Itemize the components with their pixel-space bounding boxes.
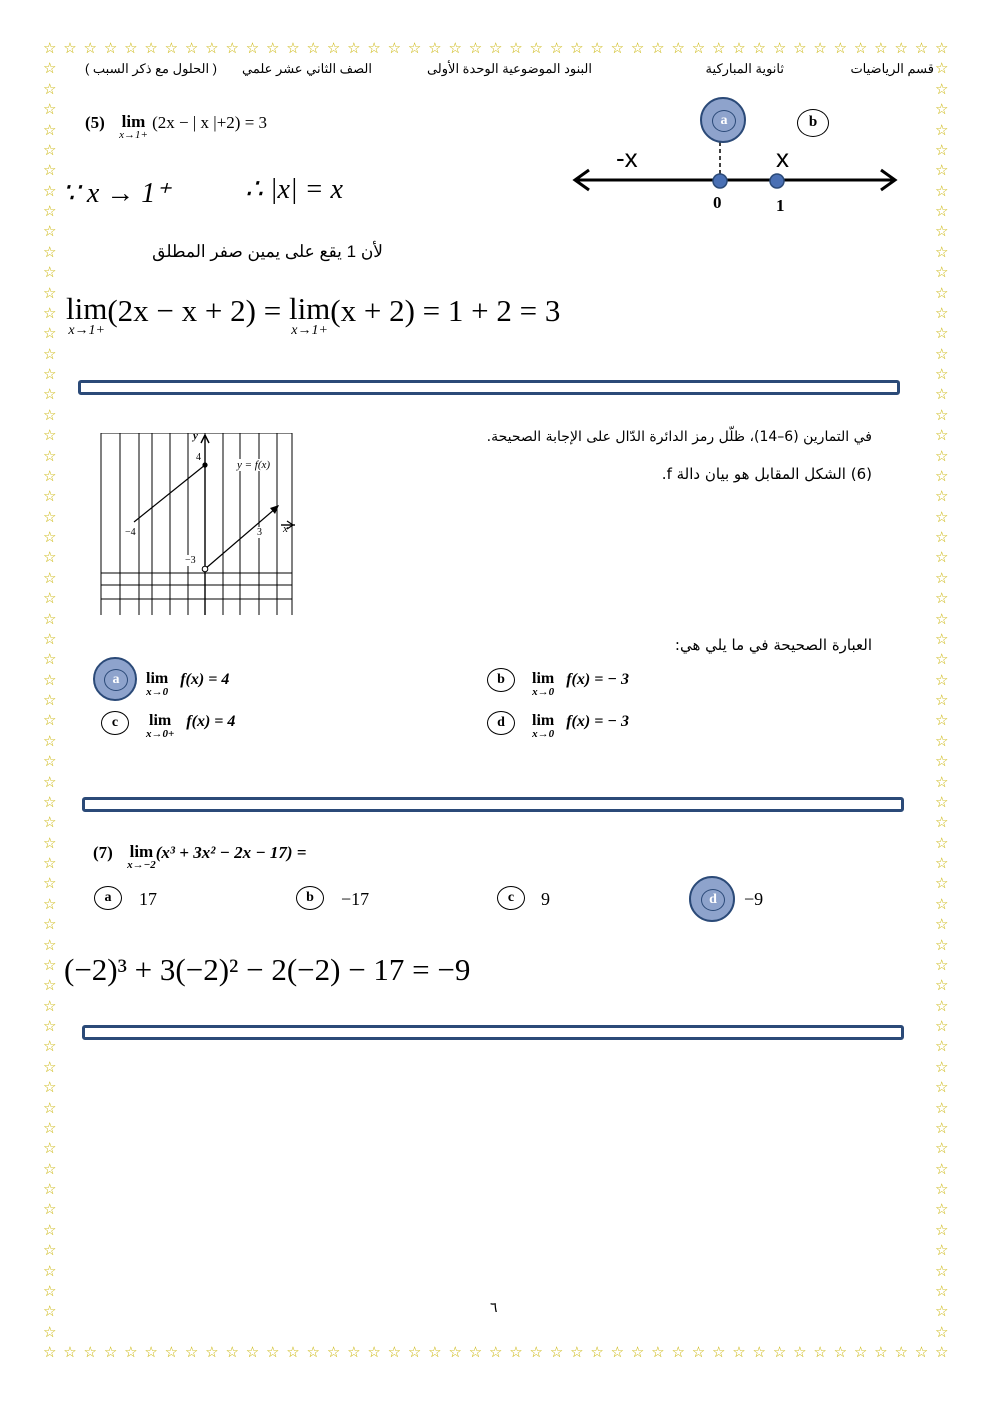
- star-icon: ☆: [914, 1343, 929, 1361]
- star-icon: ☆: [935, 222, 949, 241]
- star-icon: ☆: [43, 405, 57, 424]
- star-icon: ☆: [590, 39, 604, 57]
- star-icon: ☆: [935, 263, 949, 282]
- star-icon: ☆: [651, 1343, 665, 1361]
- graph-closed-point: [202, 462, 207, 467]
- star-icon: ☆: [935, 1017, 949, 1035]
- star-icon: ☆: [43, 1057, 57, 1076]
- star-icon: ☆: [43, 1037, 57, 1056]
- star-icon: ☆: [43, 996, 57, 1015]
- graph-tick-4: 4: [196, 452, 201, 463]
- star-icon: ☆: [43, 955, 57, 974]
- star-icon: ☆: [529, 39, 543, 57]
- star-icon: ☆: [43, 1118, 57, 1137]
- star-icon: ☆: [103, 1343, 118, 1361]
- star-icon: ☆: [570, 1343, 584, 1361]
- header-school: ثانوية المباركية: [705, 61, 784, 76]
- star-icon: ☆: [935, 915, 949, 934]
- q6-option-d-value: f(x) = − 3: [566, 713, 630, 730]
- star-icon: ☆: [935, 385, 949, 404]
- star-icon: ☆: [853, 1343, 868, 1361]
- star-icon: ☆: [286, 39, 300, 57]
- star-icon: ☆: [935, 894, 949, 913]
- star-icon: ☆: [874, 1343, 888, 1361]
- star-icon: ☆: [935, 283, 949, 302]
- star-icon: ☆: [124, 1343, 138, 1361]
- point-one: [770, 174, 784, 188]
- star-icon: ☆: [935, 1139, 949, 1158]
- star-icon: ☆: [853, 39, 868, 57]
- star-icon: ☆: [43, 1322, 57, 1341]
- point-zero: [713, 174, 727, 188]
- star-icon: ☆: [509, 39, 523, 57]
- star-icon: ☆: [367, 39, 381, 57]
- star-icon: ☆: [43, 731, 57, 750]
- star-icon: ☆: [935, 1180, 949, 1198]
- star-icon: ☆: [43, 1302, 57, 1321]
- star-icon: ☆: [772, 1343, 787, 1361]
- star-icon: ☆: [935, 161, 949, 180]
- star-icon: ☆: [43, 609, 57, 628]
- neg-x-label: -x: [616, 143, 638, 173]
- star-icon: ☆: [63, 1343, 77, 1361]
- star-icon: ☆: [935, 140, 949, 159]
- star-icon: ☆: [103, 39, 118, 57]
- graph-x-label: x: [283, 523, 288, 535]
- star-icon: ☆: [549, 39, 564, 57]
- star-icon: ☆: [935, 955, 949, 974]
- star-icon: ☆: [286, 1343, 300, 1361]
- star-icon: ☆: [225, 39, 239, 57]
- star-icon: ☆: [935, 1343, 949, 1361]
- q6-option-b[interactable]: b: [487, 668, 515, 692]
- star-icon: ☆: [205, 1343, 219, 1361]
- star-icon: ☆: [387, 1343, 402, 1361]
- star-icon: ☆: [935, 1261, 949, 1280]
- star-icon: ☆: [935, 1302, 949, 1321]
- star-icon: ☆: [43, 202, 57, 220]
- separator-1: [78, 380, 900, 395]
- q5-option-a-selected[interactable]: [700, 97, 746, 143]
- q5-sol-mid: (x + 2) = 1 + 2 = 3: [330, 293, 561, 328]
- star-icon: ☆: [935, 1159, 949, 1178]
- star-icon: ☆: [712, 39, 726, 57]
- x-label: x: [776, 143, 789, 173]
- star-icon: ☆: [43, 263, 57, 282]
- star-icon: ☆: [43, 365, 57, 383]
- q7-option-d-selected[interactable]: [689, 876, 735, 922]
- star-icon: ☆: [935, 874, 949, 893]
- star-icon: ☆: [935, 181, 949, 200]
- star-icon: ☆: [935, 976, 949, 995]
- star-icon: ☆: [935, 792, 949, 811]
- q7-lim-sub: x→−2: [127, 859, 156, 871]
- star-icon: ☆: [43, 100, 57, 119]
- q6-prompt: العبارة الصحيحة في ما يلي هي:: [674, 636, 872, 654]
- star-icon: ☆: [43, 1139, 57, 1158]
- star-icon: ☆: [610, 39, 625, 57]
- star-icon: ☆: [306, 39, 320, 57]
- star-icon: ☆: [43, 691, 57, 709]
- q6-option-c-value: f(x) = 4: [186, 713, 236, 730]
- q6-option-b-sub: x→0: [532, 686, 555, 698]
- star-icon: ☆: [732, 1343, 746, 1361]
- star-icon: ☆: [43, 59, 57, 78]
- star-icon: ☆: [387, 39, 402, 57]
- graph-tick-3: 3: [257, 527, 262, 538]
- star-icon: ☆: [935, 446, 949, 465]
- star-icon: ☆: [935, 854, 949, 872]
- q5-lim: lim: [121, 112, 146, 131]
- star-icon: ☆: [630, 39, 645, 57]
- star-icon: ☆: [184, 1343, 199, 1361]
- q6-option-a-value: f(x) = 4: [180, 671, 230, 688]
- star-icon: ☆: [935, 629, 949, 648]
- graph-y-label: y: [193, 430, 198, 442]
- star-icon: ☆: [935, 1118, 949, 1137]
- star-icon: ☆: [935, 1241, 949, 1260]
- star-icon: ☆: [43, 303, 57, 322]
- star-icon: ☆: [43, 629, 57, 648]
- q5-sol-sub2: x→1+: [291, 323, 328, 338]
- star-icon: ☆: [43, 1159, 57, 1178]
- star-icon: ☆: [428, 39, 442, 57]
- star-icon: ☆: [935, 1200, 949, 1219]
- star-icon: ☆: [448, 39, 462, 57]
- star-icon: ☆: [43, 1078, 57, 1097]
- star-icon: ☆: [144, 1343, 158, 1361]
- star-icon: ☆: [935, 1322, 949, 1341]
- star-icon: ☆: [935, 711, 949, 730]
- star-icon: ☆: [347, 39, 361, 57]
- star-icon: ☆: [43, 874, 57, 893]
- star-icon: ☆: [935, 589, 949, 608]
- star-icon: ☆: [894, 39, 908, 57]
- star-icon: ☆: [935, 548, 949, 567]
- star-icon: ☆: [63, 39, 77, 57]
- star-icon: ☆: [752, 1343, 766, 1361]
- star-icon: ☆: [935, 609, 949, 628]
- star-icon: ☆: [43, 792, 57, 811]
- star-icon: ☆: [326, 1343, 341, 1361]
- star-icon: ☆: [43, 976, 57, 995]
- q5-number: (5): [85, 113, 105, 132]
- star-icon: ☆: [266, 1343, 280, 1361]
- star-icon: ☆: [935, 487, 949, 506]
- header-grade: الصف الثاني عشر علمي: [242, 61, 372, 76]
- star-icon: ☆: [935, 1220, 949, 1239]
- star-icon: ☆: [935, 772, 949, 791]
- star-icon: ☆: [407, 39, 422, 57]
- star-icon: ☆: [428, 1343, 442, 1361]
- star-icon: ☆: [935, 405, 949, 424]
- star-icon: ☆: [43, 772, 57, 791]
- q6-option-c-text: lim x→0+ f(x) = 4: [146, 712, 236, 740]
- q6-option-c-sub: x→0+: [146, 728, 175, 740]
- q5-sol-sub1: x→1+: [68, 323, 105, 338]
- star-icon: ☆: [43, 1098, 57, 1117]
- q6-option-b-text: lim x→0 f(x) = − 3: [532, 670, 630, 698]
- star-icon: ☆: [43, 589, 57, 608]
- star-icon: ☆: [43, 283, 57, 302]
- star-icon: ☆: [43, 752, 57, 771]
- q6-option-a-text: lim x→0 f(x) = 4: [146, 670, 230, 698]
- star-icon: ☆: [448, 1343, 462, 1361]
- q6-option-d-sub: x→0: [532, 728, 555, 740]
- q7-number: (7): [93, 843, 113, 862]
- star-icon: ☆: [935, 996, 949, 1015]
- star-icon: ☆: [935, 670, 949, 689]
- star-icon: ☆: [43, 854, 57, 872]
- star-icon: ☆: [935, 528, 949, 546]
- star-icon: ☆: [935, 344, 949, 363]
- star-icon: ☆: [935, 59, 949, 78]
- star-icon: ☆: [935, 1037, 949, 1056]
- star-icon: ☆: [813, 39, 827, 57]
- star-icon: ☆: [935, 507, 949, 526]
- q5-option-a-letter: a: [712, 110, 736, 132]
- q5-since: ∵ x → 1⁺: [62, 178, 171, 209]
- star-icon: ☆: [43, 548, 57, 567]
- star-icon: ☆: [43, 466, 57, 485]
- star-icon: ☆: [935, 1057, 949, 1076]
- star-icon: ☆: [43, 1200, 57, 1219]
- q7-option-a[interactable]: a: [94, 886, 122, 910]
- star-icon: ☆: [935, 1281, 949, 1300]
- star-icon: ☆: [935, 39, 949, 57]
- star-icon: ☆: [43, 1017, 57, 1035]
- star-icon: ☆: [935, 1078, 949, 1097]
- star-icon: ☆: [43, 140, 57, 159]
- star-icon: ☆: [935, 202, 949, 220]
- q5-therefore: ∴ |x| = x: [245, 174, 343, 205]
- star-icon: ☆: [245, 39, 260, 57]
- q6-option-a-selected[interactable]: [93, 657, 137, 701]
- star-icon: ☆: [124, 39, 138, 57]
- star-icon: ☆: [184, 39, 199, 57]
- star-icon: ☆: [833, 1343, 848, 1361]
- star-icon: ☆: [205, 39, 219, 57]
- q5-expr: (2x − | x |+2) = 3: [152, 113, 268, 132]
- star-icon: ☆: [225, 1343, 239, 1361]
- star-icon: ☆: [43, 1241, 57, 1260]
- star-icon: ☆: [43, 711, 57, 730]
- star-icon: ☆: [935, 303, 949, 322]
- star-icon: ☆: [468, 39, 483, 57]
- star-icon: ☆: [43, 242, 57, 261]
- star-icon: ☆: [712, 1343, 726, 1361]
- star-icon: ☆: [43, 813, 57, 832]
- star-icon: ☆: [43, 446, 57, 465]
- q5-solution: lim x→1+ (2x − x + 2) = lim x→1+ (x + 2) = 1 + 2 = 3: [66, 291, 561, 338]
- star-icon: ☆: [43, 650, 57, 669]
- q7-option-c[interactable]: c: [497, 886, 525, 910]
- star-icon: ☆: [43, 1220, 57, 1239]
- star-icon: ☆: [935, 650, 949, 669]
- star-icon: ☆: [793, 1343, 807, 1361]
- q7-option-d-value: −9: [744, 889, 764, 909]
- star-icon: ☆: [43, 670, 57, 689]
- star-icon: ☆: [935, 365, 949, 383]
- star-icon: ☆: [43, 385, 57, 404]
- q6-option-b-value: f(x) = − 3: [566, 671, 630, 688]
- star-icon: ☆: [306, 1343, 320, 1361]
- q5-lim-sub: x→1+: [119, 129, 148, 141]
- q7-option-b[interactable]: b: [296, 886, 324, 910]
- q6-instruction: في التمارين (6–14)، ظلّل رمز الدائرة الدّال على الإجابة الصحيحة.: [486, 429, 872, 445]
- star-icon: ☆: [590, 1343, 604, 1361]
- q7-option-d-letter: d: [701, 889, 725, 911]
- star-icon: ☆: [43, 1281, 57, 1300]
- q5-option-b[interactable]: b: [797, 109, 829, 137]
- star-icon: ☆: [43, 181, 57, 200]
- star-icon: ☆: [43, 426, 57, 445]
- q6-statement: (6) الشكل المقابل هو بيان دالة f.: [661, 465, 872, 483]
- star-icon: ☆: [83, 39, 97, 57]
- star-icon: ☆: [935, 79, 949, 98]
- star-icon: ☆: [43, 39, 57, 57]
- star-icon: ☆: [144, 39, 158, 57]
- separator-3: [82, 1025, 904, 1040]
- separator-2: [82, 797, 904, 812]
- star-icon: ☆: [935, 120, 949, 139]
- star-icon: ☆: [489, 1343, 503, 1361]
- star-icon: ☆: [874, 39, 888, 57]
- star-icon: ☆: [914, 39, 929, 57]
- star-icon: ☆: [813, 1343, 827, 1361]
- star-icon: ☆: [935, 752, 949, 771]
- header-department: قسم الرياضيات: [850, 61, 934, 76]
- star-icon: ☆: [935, 935, 949, 954]
- star-icon: ☆: [691, 39, 706, 57]
- q5-question: [85, 113, 267, 141]
- star-icon: ☆: [935, 691, 949, 709]
- graph-open-point: [202, 566, 208, 572]
- star-icon: ☆: [549, 1343, 564, 1361]
- star-icon: ☆: [43, 915, 57, 934]
- star-icon: ☆: [935, 1098, 949, 1117]
- star-icon: ☆: [245, 1343, 260, 1361]
- star-icon: ☆: [691, 1343, 706, 1361]
- q7-option-b-value: −17: [341, 889, 370, 909]
- q6-option-d-text: lim x→0 f(x) = − 3: [532, 712, 630, 740]
- star-icon: ☆: [43, 344, 57, 363]
- page-number: ٦: [490, 1300, 498, 1316]
- star-icon: ☆: [630, 1343, 645, 1361]
- star-icon: ☆: [164, 1343, 179, 1361]
- star-icon: ☆: [529, 1343, 543, 1361]
- star-icon: ☆: [772, 39, 787, 57]
- q7-option-a-value: 17: [139, 889, 157, 909]
- q6-option-d[interactable]: d: [487, 711, 515, 735]
- star-icon: ☆: [43, 894, 57, 913]
- star-icon: ☆: [367, 1343, 381, 1361]
- star-icon: ☆: [326, 39, 341, 57]
- star-icon: ☆: [935, 426, 949, 445]
- star-icon: ☆: [935, 813, 949, 832]
- star-icon: ☆: [43, 1180, 57, 1198]
- tick-one-label: 1: [776, 196, 785, 215]
- header-note: ( الحلول مع ذكر السبب ): [84, 61, 217, 76]
- graph-tick-neg4: −4: [125, 527, 136, 538]
- q6-option-a-letter: a: [104, 669, 128, 691]
- star-icon: ☆: [347, 1343, 361, 1361]
- q5-reason: لأن 1 يقع على يمين صفر المطلق: [152, 242, 383, 261]
- star-icon: ☆: [935, 100, 949, 119]
- star-icon: ☆: [570, 39, 584, 57]
- q7-lim: lim: [129, 842, 154, 861]
- star-icon: ☆: [732, 39, 746, 57]
- star-icon: ☆: [894, 1343, 908, 1361]
- star-icon: ☆: [43, 1261, 57, 1280]
- graph-tick-neg3: −3: [185, 555, 196, 566]
- star-icon: ☆: [43, 568, 57, 587]
- graph-func-label: y = f(x): [237, 459, 271, 471]
- star-icon: ☆: [935, 242, 949, 261]
- star-icon: ☆: [793, 39, 807, 57]
- star-icon: ☆: [43, 833, 57, 852]
- star-icon: ☆: [43, 120, 57, 139]
- star-icon: ☆: [43, 507, 57, 526]
- star-icon: ☆: [43, 528, 57, 546]
- star-icon: ☆: [833, 39, 848, 57]
- star-icon: ☆: [752, 39, 766, 57]
- star-icon: ☆: [935, 568, 949, 587]
- star-icon: ☆: [671, 1343, 685, 1361]
- star-icon: ☆: [509, 1343, 523, 1361]
- star-icon: ☆: [43, 1343, 57, 1361]
- star-icon: ☆: [935, 731, 949, 750]
- star-icon: ☆: [43, 324, 57, 343]
- star-icon: ☆: [407, 1343, 422, 1361]
- q7-solution: (−2)³ + 3(−2)² − 2(−2) − 17 = −9: [64, 952, 471, 987]
- star-icon: ☆: [935, 466, 949, 485]
- star-icon: ☆: [43, 935, 57, 954]
- star-icon: ☆: [266, 39, 280, 57]
- star-icon: ☆: [164, 39, 179, 57]
- tick-zero-label: 0: [713, 193, 722, 212]
- star-icon: ☆: [83, 1343, 97, 1361]
- star-icon: ☆: [610, 1343, 625, 1361]
- star-icon: ☆: [489, 39, 503, 57]
- q7-question: [93, 843, 307, 871]
- star-icon: ☆: [43, 161, 57, 180]
- q6-option-c[interactable]: c: [101, 711, 129, 735]
- star-icon: ☆: [671, 39, 685, 57]
- star-icon: ☆: [651, 39, 665, 57]
- star-icon: ☆: [43, 487, 57, 506]
- q5-sol-left: (2x − x + 2) =: [107, 293, 282, 328]
- q7-expr: (x³ + 3x² − 2x − 17) =: [155, 843, 307, 862]
- star-icon: ☆: [935, 324, 949, 343]
- q7-option-c-value: 9: [541, 889, 550, 909]
- star-icon: ☆: [43, 79, 57, 98]
- star-icon: ☆: [935, 833, 949, 852]
- star-icon: ☆: [468, 1343, 483, 1361]
- star-icon: ☆: [43, 222, 57, 241]
- header-unit: البنود الموضوعية الوحدة الأولى: [426, 61, 592, 76]
- q6-option-a-sub: x→0: [146, 686, 169, 698]
